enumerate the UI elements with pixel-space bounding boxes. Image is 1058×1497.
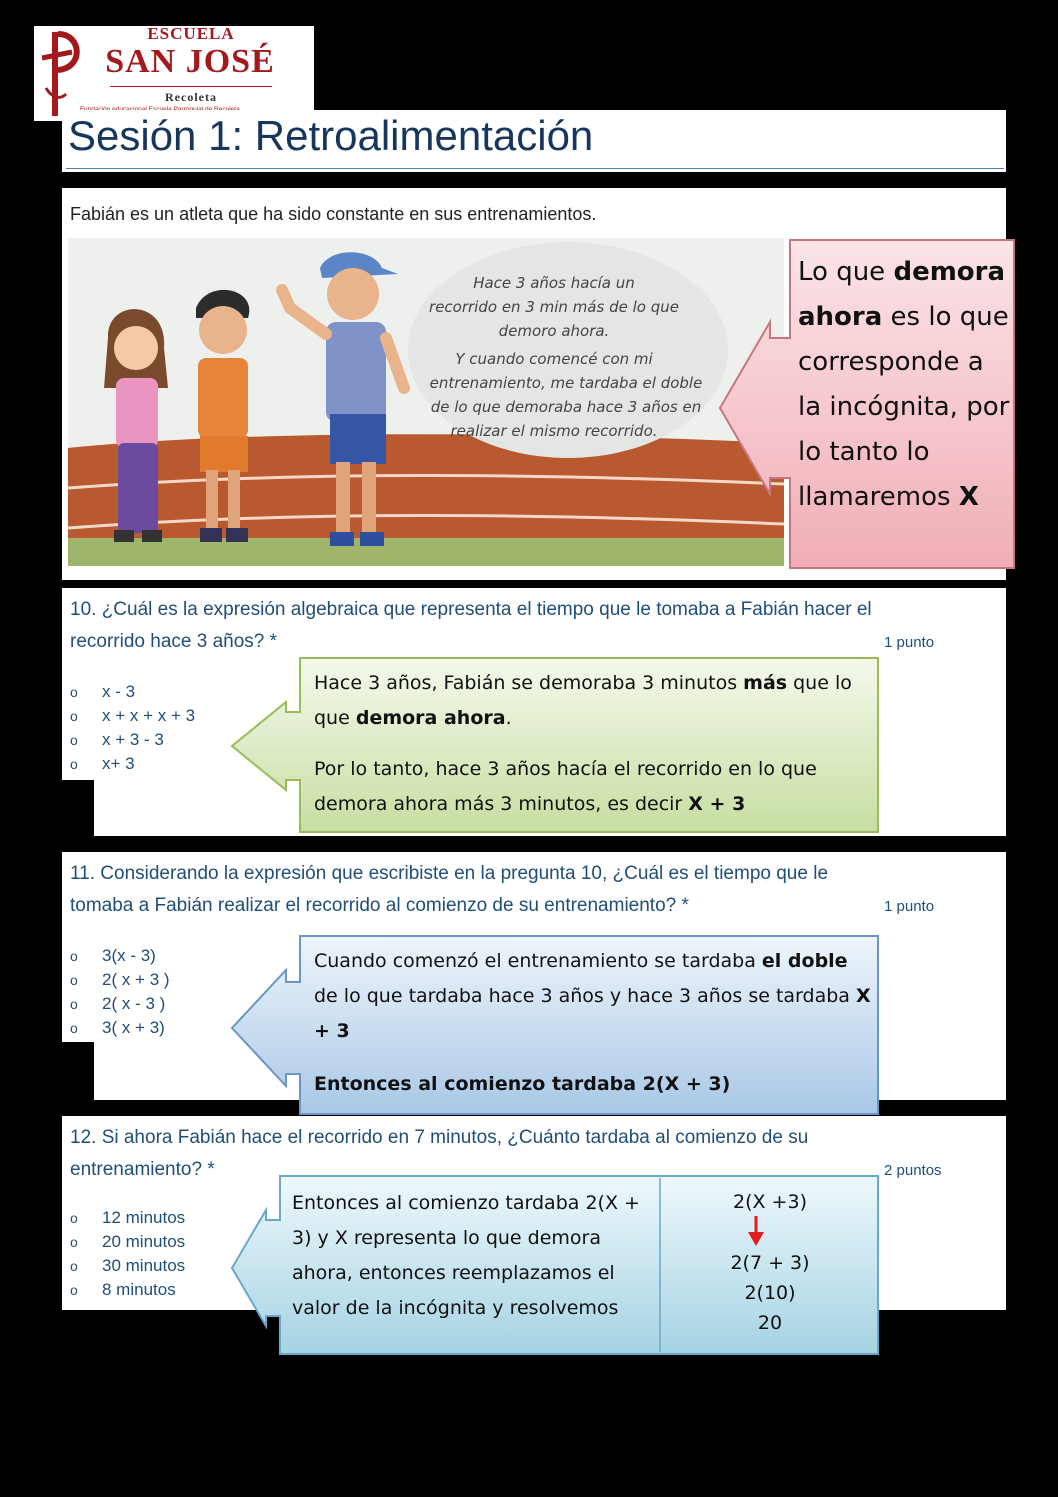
q12-options (70, 1206, 185, 1302)
radio-icon: o (70, 732, 78, 748)
logo-city: Recoleta (165, 90, 217, 104)
q11-option[interactable]: o 2( x - 3 ) (70, 992, 170, 1016)
callout-q10-p2: Por lo tanto, hace 3 años hacía el recorrido en lo que demora ahora más 3 minutos, es decir X + 3 (314, 758, 817, 815)
radio-icon: o (70, 1258, 78, 1274)
q10-points: 1 punto (884, 634, 935, 651)
radio-icon: o (70, 708, 78, 724)
q12-question-line-2: entrenamiento? * (70, 1159, 215, 1180)
speech-line-2: recorrido en 3 min más de lo que (429, 298, 679, 316)
q11-options (70, 944, 170, 1040)
callout-incognita (798, 250, 1014, 520)
q11-option[interactable]: o 3(x - 3) (70, 944, 170, 968)
q12-option[interactable]: o 20 minutos (70, 1230, 185, 1254)
q10-option[interactable]: o x+ 3 (70, 752, 195, 776)
callout-q10 (314, 666, 874, 822)
callout-incognita-mid: es lo que corresponde a la incógnita, por lo tanto lo llamaremos (798, 302, 1010, 512)
callout-incognita-pre: Lo que (798, 257, 894, 287)
q11-option[interactable]: o 2( x + 3 ) (70, 968, 170, 992)
callout-incognita-var: X (958, 482, 979, 512)
title-divider (66, 168, 1004, 169)
q10-option[interactable]: o x + 3 - 3 (70, 728, 195, 752)
q12-option[interactable]: o 8 minutos (70, 1278, 185, 1302)
speech-line-6: de lo que demoraba hace 3 años en (430, 398, 702, 416)
logo-divider (110, 86, 272, 87)
callout-q11 (314, 944, 874, 1102)
q11-option[interactable]: o 3( x + 3) (70, 1016, 170, 1040)
logo-school-label: ESCUELA (147, 24, 235, 43)
calc-step-1: 2(X +3) (733, 1191, 807, 1213)
radio-icon: o (70, 1282, 78, 1298)
speech-line-4: Y cuando comencé con mi (455, 350, 653, 368)
q11-points: 1 punto (884, 898, 935, 915)
athletes-illustration (68, 238, 784, 566)
radio-icon: o (70, 1210, 78, 1226)
logo-school-name: SAN JOSÉ (105, 43, 275, 80)
logo-cross-icon (38, 28, 86, 118)
speech-line-5: entrenamiento, me tardaba el doble (429, 374, 703, 392)
calc-step-2: 2(7 + 3) (730, 1252, 810, 1274)
radio-icon: o (70, 948, 78, 964)
q12-points: 2 puntos (884, 1162, 942, 1179)
q10-option[interactable]: o x - 3 (70, 680, 195, 704)
callout-q12-text: Entonces al comienzo tardaba 2(X + 3) y X representa lo que demora ahora, entonces reemplazamos el valor de la incógnita y resolvemos (292, 1192, 640, 1319)
speech-line-1: Hace 3 años hacía un (473, 274, 635, 292)
callout-q12-calc (666, 1188, 874, 1338)
q10-options (70, 680, 195, 776)
q11-question-line-1: 11. Considerando la expresión que escribiste en la pregunta 10, ¿Cuál es el tiempo que le (70, 863, 829, 884)
radio-icon: o (70, 684, 78, 700)
radio-icon: o (70, 1234, 78, 1250)
q12-option[interactable]: o 12 minutos (70, 1206, 185, 1230)
page-title: Sesión 1: Retroalimentación (68, 112, 594, 159)
q10-option[interactable]: o x + x + x + 3 (70, 704, 195, 728)
document-page (6, 10, 1018, 1463)
q12-option[interactable]: o 30 minutos (70, 1254, 185, 1278)
speech-line-3: demoro ahora. (498, 322, 610, 340)
radio-icon: o (70, 756, 78, 772)
radio-icon: o (70, 972, 78, 988)
calc-step-4: 20 (757, 1312, 783, 1334)
calc-step-3: 2(10) (744, 1282, 796, 1304)
radio-icon: o (70, 996, 78, 1012)
callout-q11-p1: Cuando comenzó el entrenamiento se tardaba el doble de lo que tardaba hace 3 años y hace 3 años se tardaba X + 3 (314, 950, 871, 1042)
arrow-down-icon (666, 1216, 874, 1248)
speech-line-7: realizar el mismo recorrido. (450, 422, 658, 440)
q12-question-line-1: 12. Si ahora Fabián hace el recorrido en 7 minutos, ¿Cuánto tardaba al comienzo de su (70, 1127, 809, 1148)
callout-q10-p1: Hace 3 años, Fabián se demoraba 3 minutos más que lo que demora ahora. (314, 672, 852, 729)
callout-q11-p2: Entonces al comienzo tardaba 2(X + 3) (314, 1073, 731, 1095)
q10-question-line-2: recorrido hace 3 años? * (70, 631, 278, 652)
q10-question-line-1: 10. ¿Cuál es la expresión algebraica que representa el tiempo que le tomaba a Fabián hacer el (70, 599, 872, 620)
intro-text: Fabián es un atleta que ha sido constante en sus entrenamientos. (70, 204, 597, 224)
radio-icon: o (70, 1020, 78, 1036)
callout-incognita-bold: demora ahora (798, 257, 1006, 332)
q11-question-line-2: tomaba a Fabián realizar el recorrido al comienzo de su entrenamiento? * (70, 895, 689, 916)
